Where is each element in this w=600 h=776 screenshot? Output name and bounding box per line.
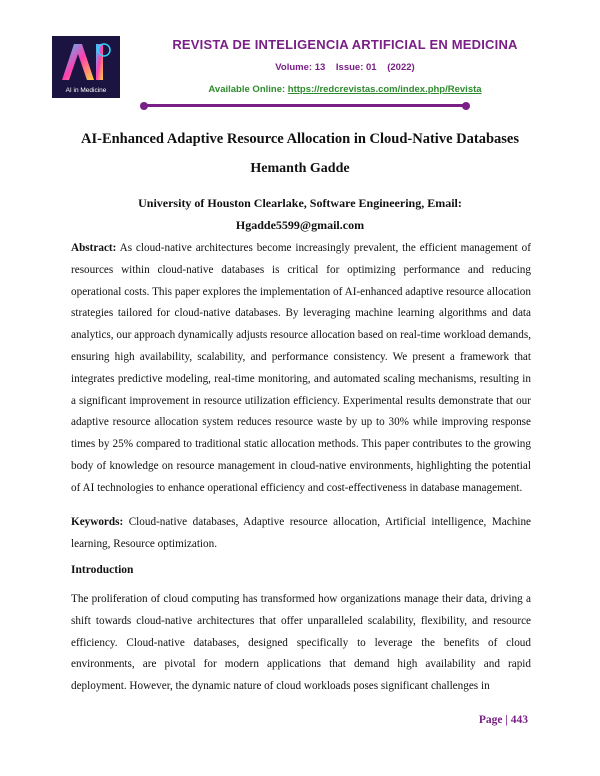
introduction-paragraph: The proliferation of cloud computing has transformed how organizations manage their data, driving a shift towards cloud-native architectures that offer unparalleled scalability, flexibility, and resource efficiency. Cloud-native databases, designed specifically to leverage the benefits of cloud environments, are pivotal for modern applications that demand high availability and rapid deployment. However, the dynamic nature of cloud workloads poses significant challenges in	[71, 593, 531, 693]
page-number: Page | 443	[478, 714, 528, 726]
author-affiliation	[130, 192, 470, 236]
volume: Volume: 13	[275, 62, 326, 73]
journal-logo	[52, 36, 120, 98]
affiliation-text: University of Houston Clearlake, Software Engineering, Email:	[138, 196, 462, 210]
logo-text: AI in Medicine	[65, 87, 107, 94]
paper-title: AI-Enhanced Adaptive Resource Allocation in Cloud-Native Databases	[81, 131, 519, 147]
year: (2022)	[387, 62, 415, 73]
abstract-label: Abstract:	[71, 242, 117, 254]
keywords	[71, 512, 531, 556]
journal-title: REVISTA DE INTELIGENCIA ARTIFICIAL EN MEDICINA	[172, 37, 518, 52]
author-email: Hgadde5599@gmail.com	[235, 218, 365, 232]
journal-url-link[interactable]: https://redcrevistas.com/index.php/Revista	[287, 84, 482, 95]
header-divider	[144, 104, 466, 107]
keywords-label: Keywords:	[71, 516, 124, 528]
keywords-text: Cloud-native databases, Adaptive resource allocation, Artificial intelligence, Machine learning, Resource optimization.	[71, 516, 531, 550]
author-name: Hemanth Gadde	[250, 161, 350, 176]
section-heading-introduction: Introduction	[71, 564, 134, 576]
volume-issue-line	[130, 62, 560, 73]
abstract-text: As cloud-native architectures become increasingly prevalent, the efficient management of resources within cloud-native databases is critical for optimizing performance and reducing operational costs. This paper explores the implementation of AI-enhanced adaptive resource allocation strategies tailored for cloud-native databases. By leveraging machine learning algorithms and data analytics, our approach dynamically adjusts resource allocation based on real-time workload demands, ensuring high availability, scalability, and performance consistency. We present a framework that integrates predictive modeling, real-time monitoring, and automated scaling mechanisms, resulting in a significant improvement in resource utilization efficiency. Experimental results demonstrate that our adaptive resource allocation system reduces resource waste by up to 30% while improving response times by 25% compared to traditional static allocation methods. This paper contributes to the growing body of knowledge on resource management in cloud-native environments, highlighting the potential of AI technologies to enhance operational efficiency and cost-effectiveness in database management.	[71, 242, 531, 494]
available-online-line	[130, 84, 560, 95]
issue: Issue: 01	[335, 62, 377, 73]
available-online-label: Available Online:	[208, 84, 286, 95]
abstract	[71, 238, 531, 500]
